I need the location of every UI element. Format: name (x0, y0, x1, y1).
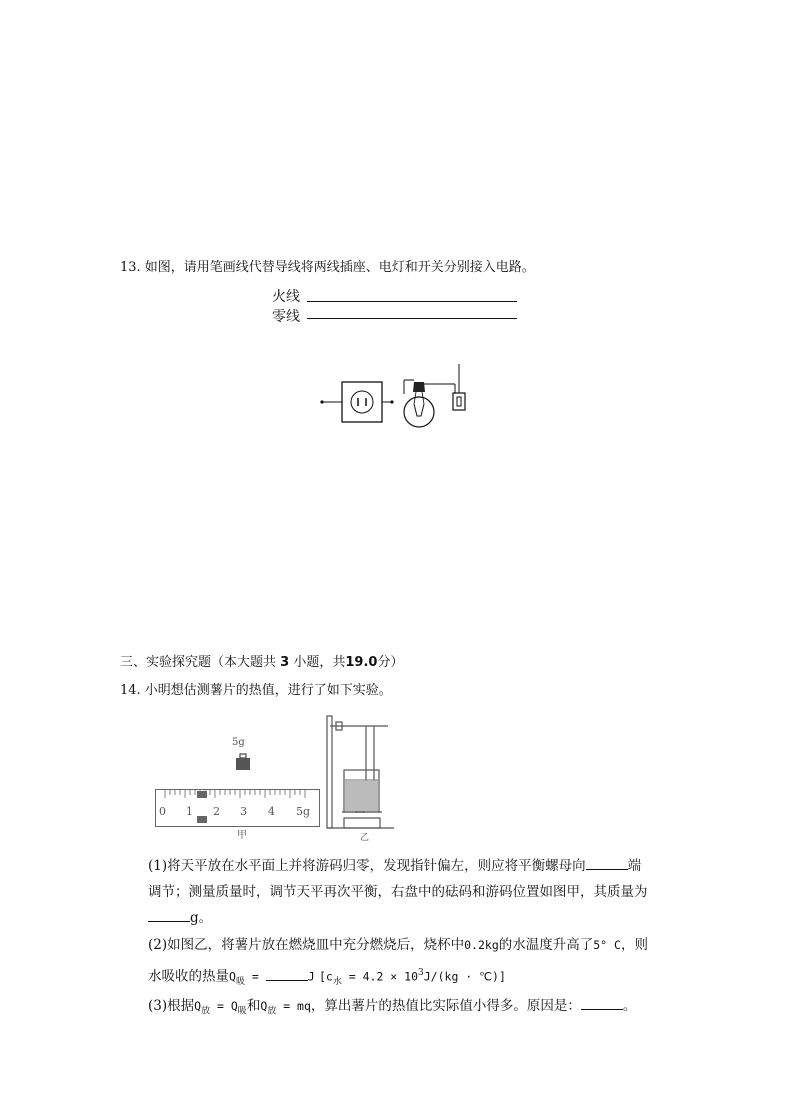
sub-question-1-line-3 (148, 907, 212, 929)
neutral-wire-label: 零线 (272, 309, 300, 325)
section-3-heading (120, 653, 403, 673)
weight-icon (233, 752, 253, 772)
scale-tick-5: 5g (296, 805, 311, 818)
sub-question-3-line (148, 995, 636, 1023)
sub-question-2-text-b: 的水温度升高了 (498, 937, 594, 953)
sub-question-2-text-d: 水吸收的热量 (148, 968, 229, 985)
q-released-symbol-1: Q (194, 999, 202, 1013)
neutral-wire-line (307, 318, 517, 319)
equals-sign-1: = (210, 999, 231, 1013)
heat-unit: J (307, 969, 315, 984)
sub-question-3-text-b: ，算出薯片的热值比实际值小得多。原因是： (310, 998, 581, 1014)
sub-question-1-line-1 (148, 855, 641, 877)
sub-question-3-end: 。 (622, 998, 637, 1014)
section-3-count: 3 (280, 655, 290, 670)
sub-question-2-text-a: (2)如图乙，将薯片放在燃烧皿中充分燃烧后，烧杯中 (148, 937, 465, 953)
q-released-symbol-2: Q (260, 999, 268, 1013)
section-3-prefix: 三、实验探究题（本大题共 (120, 655, 277, 670)
section-3-score: 19.0 (345, 655, 378, 670)
light-bulb-icon (404, 380, 455, 427)
equals-mq: = mq (276, 999, 311, 1013)
weight-label: 5g (232, 737, 245, 748)
and-word: 和 (246, 998, 261, 1014)
sub-question-3-text-a: (3)根据 (148, 998, 195, 1014)
specific-heat-symbol: [c (318, 969, 333, 984)
two-hole-socket-icon (320, 382, 393, 422)
scale-tick-3: 3 (240, 805, 247, 818)
scale-tick-4: 4 (268, 805, 275, 818)
specific-heat-unit: J/(kg · ℃)] (423, 969, 506, 984)
scale-tick-0: 0 (159, 805, 166, 818)
burning-apparatus-figure (322, 712, 404, 836)
q-absorbed-symbol: Q (229, 969, 236, 984)
scale-tick-2: 2 (213, 805, 220, 818)
specific-heat-exponent: 3 (418, 968, 424, 978)
section-3-suffix: 分） (377, 655, 404, 670)
answer-blank-1a[interactable] (586, 855, 628, 870)
sub-question-1-text-b: 端 (627, 858, 642, 874)
q-absorbed-subscript-2: 吸 (237, 1006, 247, 1017)
scale-tick-1: 1 (186, 805, 193, 818)
answer-blank-1b[interactable] (148, 907, 190, 922)
answer-blank-2[interactable] (266, 966, 308, 981)
specific-heat-value: = 4.2 × 10 (341, 969, 419, 984)
sub-question-1-text-a: (1)将天平放在水平面上并将游码归零，发现指针偏左，则应将平衡螺母向 (148, 858, 586, 874)
sub-question-1-unit: g。 (190, 910, 213, 926)
switch-icon (453, 364, 465, 410)
water-mass: 0.2kg (464, 938, 499, 952)
rider-top-icon (197, 791, 207, 798)
sub-question-2-line-1 (148, 934, 648, 956)
answer-blank-3[interactable] (581, 995, 623, 1010)
figure-yi-label: 乙 (360, 833, 370, 843)
question-13-text: 13. 如图，请用笔画线代替导线将两线插座、电灯和开关分别接入电路。 (120, 260, 535, 275)
q-released-subscript-2: 放 (267, 1006, 277, 1017)
temperature-rise: 5° C (593, 938, 621, 952)
sub-question-2-text-c: ，则 (620, 937, 648, 953)
q-absorbed-subscript: 吸 (235, 977, 245, 988)
live-wire-label: 火线 (272, 289, 300, 305)
circuit-figure (318, 360, 468, 440)
rider-bottom-icon (197, 816, 207, 823)
figure-jia-label: 甲 (237, 830, 247, 841)
q-released-subscript-1: 放 (201, 1006, 211, 1017)
sub-question-2-line-2 (148, 962, 506, 993)
section-3-mid: 小题，共 (293, 655, 346, 670)
equals-sign: = (244, 969, 266, 984)
q-absorbed-symbol-2: Q (230, 999, 238, 1013)
specific-heat-subscript: 水 (332, 977, 342, 988)
live-wire-line (307, 301, 517, 302)
sub-question-1-line-2: 调节；测量质量时，调节天平再次平衡，右盘中的砝码和游码位置如图甲，其质量为 (148, 884, 648, 900)
question-14-text: 14. 小明想估测薯片的热值，进行了如下实验。 (120, 683, 392, 698)
